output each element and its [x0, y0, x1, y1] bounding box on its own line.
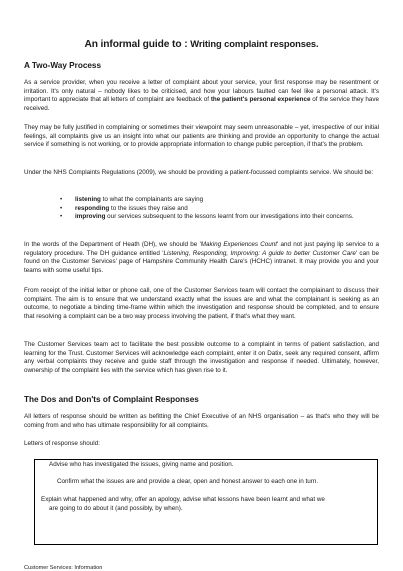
bullet-text: our services subsequent to the lessons learnt from our investigations into their concerns. [105, 213, 354, 221]
paragraph-dh-italic-1: Making Experiences Count [200, 241, 278, 248]
paragraph-justified: They may be fully justified in complaining or sometimes their viewpoint may seem unreasonable – yet, irrespective of our initial feelings, all complaints give us an insight into what our patients are thinking and provide an opportunity to change the actual service if something is not working, or to provide appropriate information to change public perception, if that's the problem. [24, 124, 379, 149]
bullet-icon: • [60, 196, 63, 203]
paragraph-dh-italic-2: Listening, Responding, Improving: A guide to better Customer Care [163, 249, 356, 257]
bullet-keyword: responding [75, 204, 110, 212]
list-item [60, 213, 375, 222]
paragraph-intro-bold: the patient's personal experience [210, 96, 311, 104]
box-line-confirm: Confirm what the issues are and provide a clear, open and honest answer to each one in turn. [57, 478, 319, 485]
title-subject: Writing complaint responses. [190, 38, 319, 49]
bullet-text: to the issues they raise and [109, 204, 188, 212]
paragraph-dh [24, 241, 379, 275]
bullet-keyword: listening [75, 196, 101, 203]
bullet-icon: • [60, 204, 63, 212]
paragraph-dh-b: ' and not just paying lip service to a regulatory procedure. The DH guidance entitled ' [24, 241, 379, 257]
paragraph-intro-text: As a service provider, when you receive a letter of complaint about your service, your first response may be resentment or irritation. It's only natural – nobody likes to be criticised, and how your labours faulted can feel like a personal attack. It's important to appreciate that all letters of complaint are feedback of [24, 79, 379, 104]
page-title [0, 38, 403, 50]
box-line-explain: Explain what happened and why, offer an apology, advise what lessons have been learnt and what we [41, 496, 325, 503]
box-line-advise: Advise who has investigated the issues, giving name and position. [49, 461, 234, 468]
paragraph-intro [24, 79, 379, 113]
list-item [60, 196, 375, 205]
paragraph-chief-exec: All letters of response should be written as befitting the Chief Executive of an NHS organisation – as that's who they will be coming from and who has ultimate responsibility for all complaints. [24, 413, 379, 429]
section-heading-dos-donts: The Dos and Don'ts of Complaint Responses [24, 395, 199, 404]
bullet-icon: • [60, 213, 63, 221]
section-heading-two-way: A Two-Way Process [24, 61, 102, 70]
paragraph-regulations: Under the NHS Complaints Regulations (2009), we should be providing a patient-focussed complaints service. We should be: [24, 169, 374, 176]
bullet-list [60, 196, 375, 222]
paragraph-dh-a: In the words of the Department of Heath (DH), we should be ' [24, 241, 201, 248]
title-prefix: An informal guide to : [84, 39, 188, 50]
box-line-explain-cont: are going to do about it (and possibly, by when). [49, 505, 183, 512]
list-item [60, 205, 375, 214]
paragraph-letters-should: Letters of response should: [24, 440, 100, 447]
paragraph-intro-tail: of the service they have received. [24, 96, 379, 112]
bullet-text: to what the complainants are saying [100, 196, 204, 203]
page-footer: Customer Services: Information [24, 565, 103, 571]
paragraph-dh-c: ' can be found on the Customer Services' page of Hampshire Community Health Care's (HCHC) intranet. It may provide you and your teams with some useful tips. [24, 249, 379, 274]
response-guidelines-box [34, 459, 378, 545]
bullet-keyword: improving [75, 213, 106, 221]
paragraph-receipt: From receipt of the initial letter or phone call, one of the Customer Services team will contact the complainant to discuss their complaint. The aim is to ensure that we understand exactly what the issues are and what the complainant is seeking as an outcome, to negotiate a binding time-frame within which the investigation and response should be completed, and to ensure that resolving a complaint can be a two way process involving the patient, if that's what they want. [24, 287, 379, 320]
paragraph-customer-services: The Customer Services team act to facilitate the best possible outcome to a complaint in terms of patient satisfaction, and learning for the Trust. Customer Services will acknowledge each complaint, enter it on Datix, seek any required consent, affirm any verbal complaints they receive and guide staff through the investigation and response if needed. Ultimately, however, ownership of the complaint lies with the service which has given rise to it. [24, 341, 379, 374]
